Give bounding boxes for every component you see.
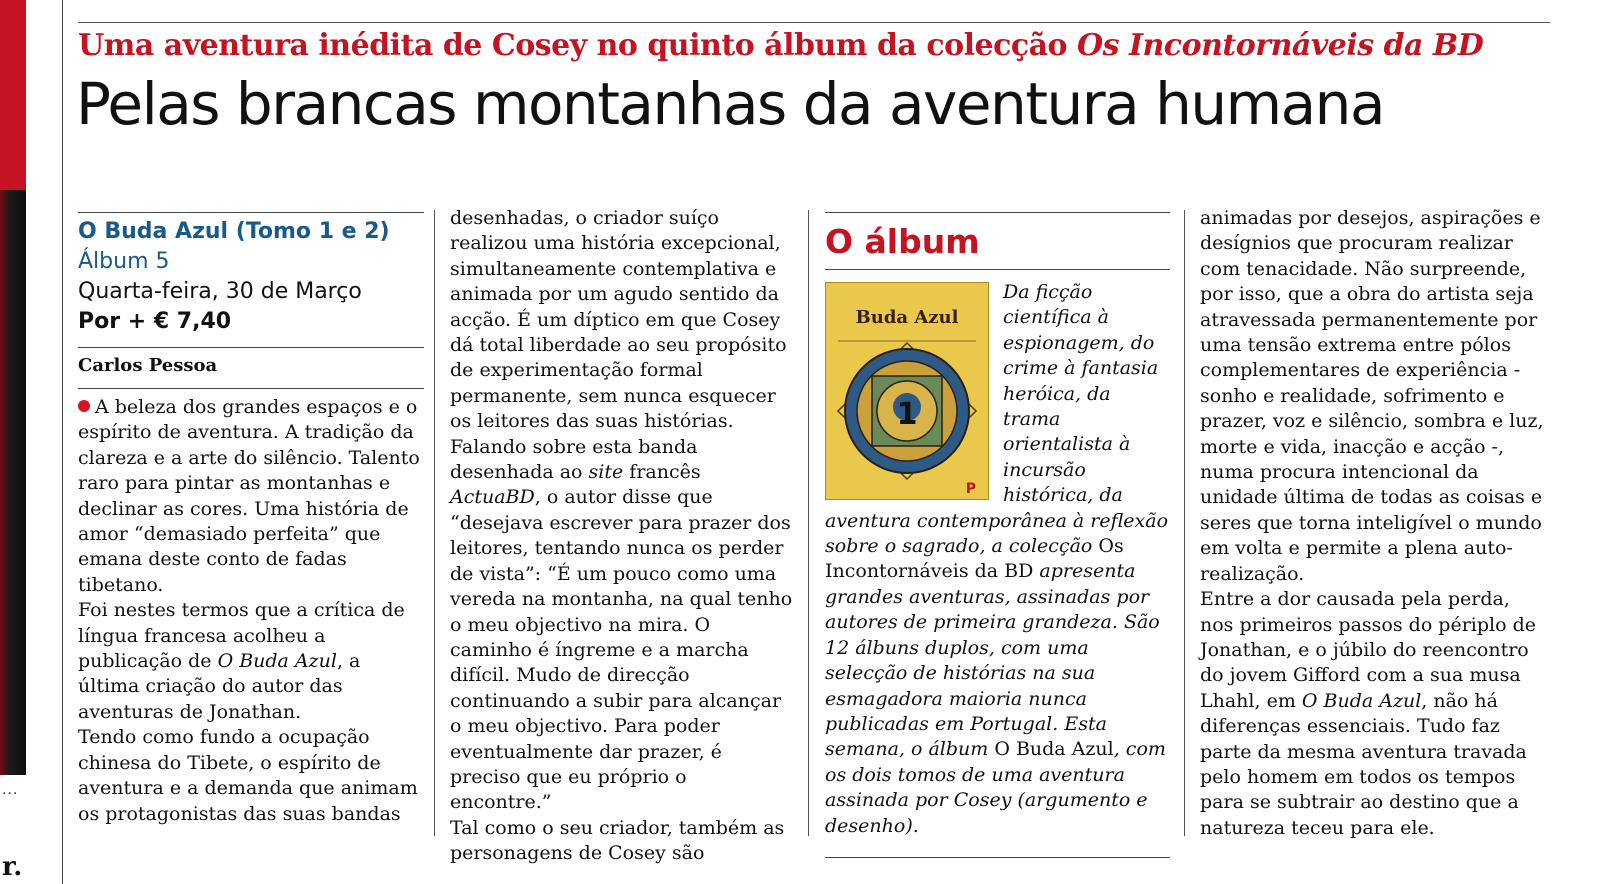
- column-separator: [1184, 210, 1185, 836]
- col1-paragraph-1: A beleza dos grandes espaços e o espírito de aventura. A tradição da clareza e a arte do silêncio. Talento raro para pintar as montanhas e declinar as cores. Uma história de amor “demasiado perfeita” que emana deste conto de fadas tibetano.: [78, 396, 420, 596]
- album-top-rule: [825, 212, 1170, 213]
- col1-paragraph-2: Foi nestes termos que a crítica de língua francesa acolheu a publicação de O Buda Azul, a última criação do autor das aventuras de Jonathan.: [78, 599, 405, 723]
- infobox-date: Quarta-feira, 30 de Março: [78, 279, 362, 304]
- infobox-title: O Buda Azul (Tomo 1 e 2): [78, 219, 390, 244]
- top-rule: [78, 22, 1550, 23]
- album-box: [825, 212, 1170, 858]
- cover-title: Buda Azul: [855, 307, 959, 328]
- col4-paragraph-2: Entre a dor causada pela perda, nos primeiros passos do périplo de Jonathan, e o júbilo do reencontro do jovem Gifford com a sua musa Lhahl, em O Buda Azul, não há diferenças essenciais. Tudo faz parte da mesma aventura travada pelo homem em todos os tempos para se subtrair ao destino que a natureza teceu para ele.: [1200, 588, 1536, 839]
- infobox-price: Por + € 7,40: [78, 309, 232, 334]
- cover-number: 1: [896, 397, 918, 432]
- kicker-series: Os Incontornáveis da BD: [1077, 28, 1484, 63]
- author-byline: Carlos Pessoa: [78, 355, 218, 376]
- bullet-icon: [78, 400, 90, 412]
- kicker: [78, 28, 1483, 63]
- col2-paragraph-1: desenhadas, o criador suíço realizou uma história excepcional, simultaneamente contemplativa e animada por um agudo sentido da acção. É um díptico em que Cosey dá total liberdade ao seu propósito de experimentação formal permanente, sem nunca esquecer os leitores das suas histórias. Falando sobre esta banda desenhada ao site francês ActuaBD, o autor disse que “desejava escrever para prazer dos leitores, tentando nunca os perder de vista”: “É um pouco como uma vereda na montanha, na qual tenho o meu objectivo na mira. O caminho é íngreme e a marcha difícil. Mudo de direcção continuando a subir para alcançar o meu objectivo. Para poder eventualmente dar prazer, é preciso que eu próprio o encontre.”: [450, 207, 793, 814]
- album-bottom-rule: [825, 857, 1170, 858]
- cover-publisher: P: [965, 481, 976, 497]
- album-box-title: O álbum: [825, 222, 980, 261]
- album-box-text: Da ficção científica à espionagem, do crime à fantasia heróica, da trama orientalista à incursão histórica, da aventura contemporânea à reflexão sobre o sagrado, a colecção Os Incontornáveis da BD apresenta grandes aventuras, assinadas por autores de primeira grandeza. São 12 álbuns duplos, com uma selecção de histórias na sua esmagadora maioria nunca publicadas em Portugal. Esta semana, o álbum O Buda Azul, com os dois tomos de uma aventura assinada por Cosey (argumento e desenho).: [825, 281, 1169, 837]
- column-1: [78, 212, 424, 827]
- kicker-lead: Uma aventura inédita de Cosey no quinto álbum da colecção: [78, 28, 1077, 63]
- author-bottom-rule: [78, 388, 424, 389]
- column-2: [450, 206, 794, 867]
- column-separator: [434, 210, 435, 836]
- headline: Pelas brancas montanhas da aventura humana: [76, 70, 1384, 138]
- page-edge-dark-bar: [0, 190, 26, 775]
- column-4: [1200, 206, 1545, 841]
- album-cover-art: [826, 283, 988, 499]
- column-separator: [808, 210, 809, 836]
- infobox-album: Álbum 5: [78, 249, 170, 274]
- col2-paragraph-2: Tal como o seu criador, também as personagens de Cosey são: [450, 816, 785, 865]
- adjacent-page-fragment: r.: [2, 852, 23, 882]
- edge-dots: ...: [2, 782, 19, 798]
- infobox-top-rule: [78, 212, 424, 213]
- author-top-rule: [78, 347, 424, 348]
- gutter-line: [62, 0, 63, 884]
- col1-paragraph-3: Tendo como fundo a ocupação chinesa do Tibete, o espírito de aventura e a demanda que animam os protagonistas das suas bandas: [78, 726, 418, 825]
- col4-paragraph-1: animadas por desejos, aspirações e desígnios que procuram realizar com tenacidade. Não surpreende, por isso, que a obra do artista seja atravessada permanentemente por uma tensão extrema entre pólos complementares de experiência - sonho e realidade, sofrimento e prazer, voz e silêncio, sombra e luz, morte e vida, inacção e acção -, numa procura intencional da unidade última de todas as coisas e seres que torna inteligível o mundo em volta e permite a plena auto-realização.: [1200, 207, 1544, 585]
- album-cover-image: [825, 282, 989, 500]
